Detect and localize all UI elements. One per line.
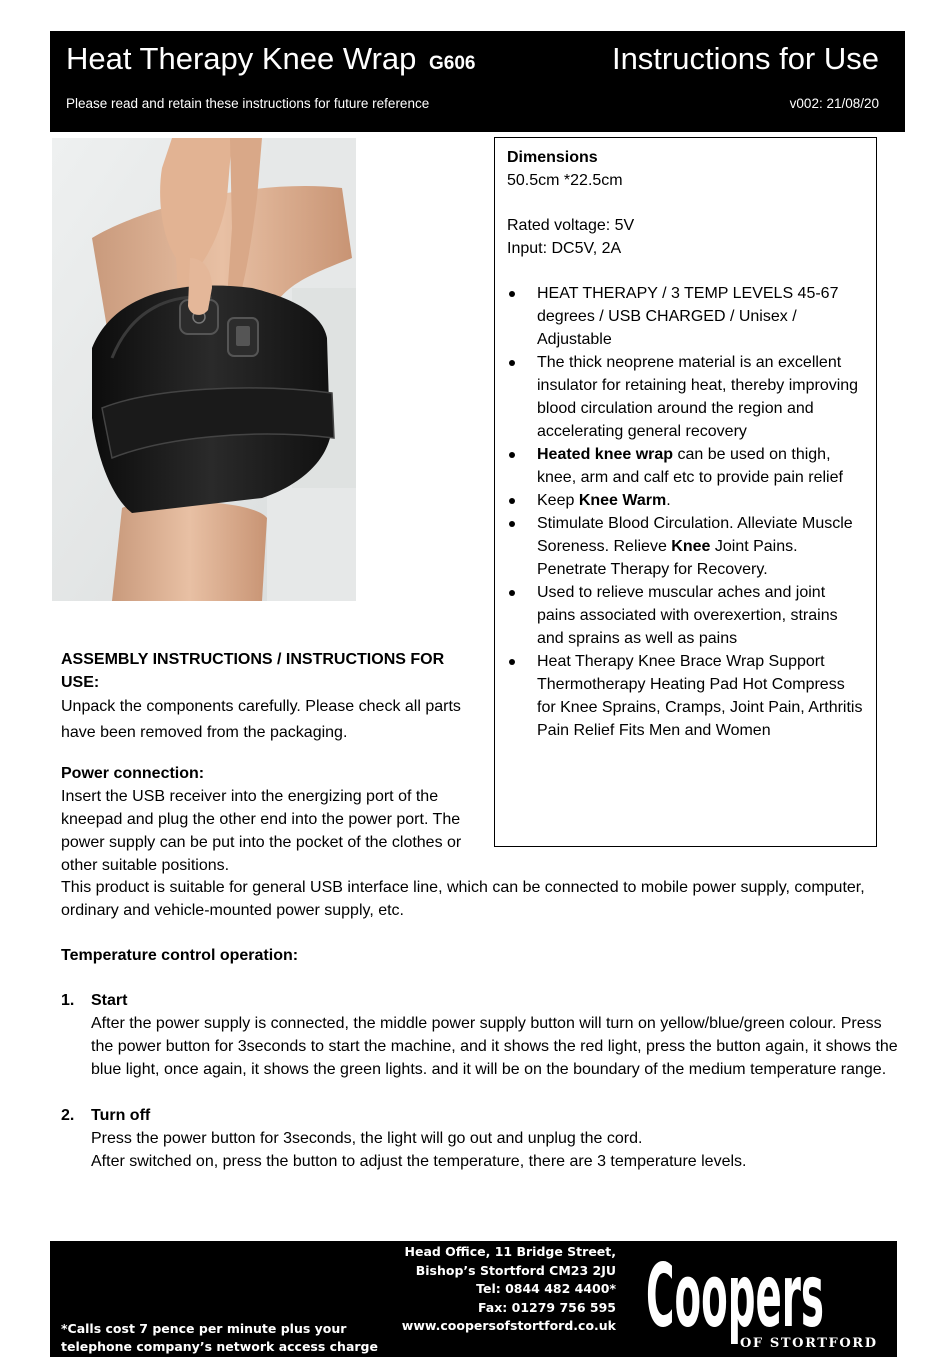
retain-notice: Please read and retain these instructions for future reference	[66, 96, 430, 111]
step-turn-off	[61, 1104, 901, 1173]
step-start	[61, 989, 901, 1081]
header-banner	[50, 31, 905, 132]
assembly-section	[61, 648, 481, 877]
website-link[interactable]: www.coopersofstortford.co.uk	[401, 1318, 616, 1333]
rated-voltage: Rated voltage: 5V	[507, 217, 635, 234]
step-title: Turn off	[91, 1107, 151, 1124]
dimensions-heading: Dimensions	[507, 149, 598, 166]
list-item: HEAT THERAPY / 3 TEMP LEVELS 45-67 degrees / USB CHARGED / Unisex / Adjustable	[507, 282, 864, 351]
power-heading: Power connection:	[61, 765, 205, 782]
operation-section	[61, 876, 901, 1173]
svg-text:OF STORTFORD: OF STORTFORD	[740, 1336, 876, 1351]
list-item: Heat Therapy Knee Brace Wrap Support Thermotherapy Heating Pad Hot Compress for Knee Sprains, Cramps, Joint Pain, Arthritis Pain Relief Fits Men and Women	[507, 650, 864, 742]
step-number: 1.	[61, 992, 75, 1009]
product-photo	[52, 138, 356, 601]
input-rating: Input: DC5V, 2A	[507, 240, 622, 257]
step-text: Press the power button for 3seconds, the light will go out and unplug the cord.	[91, 1130, 643, 1147]
instructions-title: Instructions for Use	[611, 41, 879, 76]
list-item: Stimulate Blood Circulation. Alleviate Muscle Soreness. Relieve Knee Joint Pains. Penetrate Therapy for Recovery.	[507, 512, 864, 581]
step-title: Start	[91, 992, 128, 1009]
list-item: Heated knee wrap can be used on thigh, knee, arm and calf etc to provide pain relief	[507, 443, 864, 489]
version-label: v002: 21/08/20	[789, 96, 879, 111]
assembly-text: Unpack the components carefully. Please check all parts have been removed from the packaging.	[61, 698, 461, 741]
assembly-heading: ASSEMBLY INSTRUCTIONS / INSTRUCTIONS FOR USE:	[61, 651, 445, 691]
specifications-box	[494, 137, 877, 847]
step-text: After switched on, press the button to adjust the temperature, there are 3 temperature levels.	[91, 1153, 747, 1170]
model-code: G606	[429, 53, 476, 74]
temperature-heading: Temperature control operation:	[61, 947, 299, 964]
power-text: Insert the USB receiver into the energizing port of the kneepad and plug the other end into the power port. The power supply can be put into the pocket of the clothes or other suitable positions.	[61, 788, 462, 874]
coopers-logo	[644, 1251, 884, 1351]
dimensions-value: 50.5cm *22.5cm	[507, 172, 623, 189]
list-item: Used to relieve muscular aches and joint pains associated with overexertion, strains and sprains as well as pains	[507, 581, 864, 650]
footer-banner	[50, 1241, 897, 1357]
usb-compat-text: This product is suitable for general USB interface line, which can be connected to mobile power supply, computer, ordinary and vehicle-mounted power supply, etc.	[61, 879, 865, 919]
step-text: After the power supply is connected, the middle power supply button will turn on yellow/blue/green colour. Press the power button for 3seconds to start the machine, and it shows the red light, press the button again, it shows the blue light, once again, it shows the green lights. and it will be on the boundary of the medium temperature range.	[91, 1015, 898, 1078]
call-cost-note: *Calls cost 7 pence per minute plus your telephone company’s network access charge	[61, 1321, 378, 1354]
company-address: Head Office, 11 Bridge Street, Bishop’s Stortford CM23 2JU Tel: 0844 482 4400* Fax: 01279 756 595 www.coopersofstortford.co.uk	[402, 1243, 616, 1336]
svg-text:Coopers: Coopers	[646, 1251, 824, 1347]
page-title	[66, 41, 476, 77]
product-title: Heat Therapy Knee Wrap	[66, 41, 417, 76]
list-item: Keep Knee Warm.	[507, 489, 864, 512]
step-number: 2.	[61, 1107, 75, 1124]
feature-list	[507, 282, 864, 742]
list-item: The thick neoprene material is an excellent insulator for retaining heat, thereby improving blood circulation around the region and accelerating general recovery	[507, 351, 864, 443]
